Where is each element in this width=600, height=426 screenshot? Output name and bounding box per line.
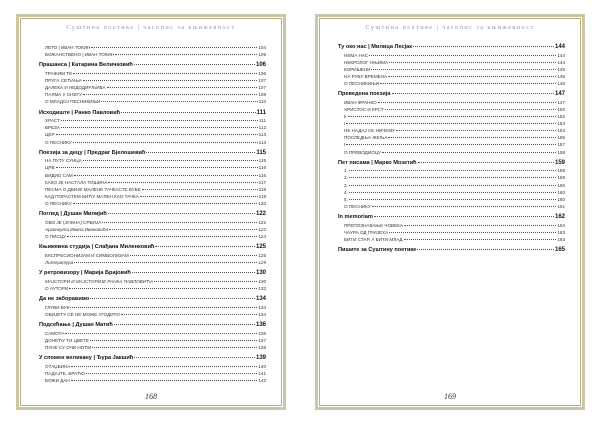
- entry-page-number: 144: [554, 44, 565, 50]
- entry-page-number: 158: [557, 149, 565, 155]
- entry-page-number: 108: [258, 92, 266, 98]
- entry-page-number: 133: [258, 285, 266, 291]
- dot-leader: [389, 232, 556, 233]
- entry-page-number: 124: [258, 234, 266, 239]
- entry-page-number: 104: [258, 45, 266, 50]
- toc-entry[interactable]: [39, 278, 266, 285]
- toc-entry[interactable]: [338, 182, 565, 189]
- left-page: [16, 14, 286, 410]
- toc-entry[interactable]: [338, 222, 565, 229]
- dot-leader: [67, 236, 257, 237]
- toc-entry[interactable]: [39, 131, 266, 138]
- dot-leader: [102, 222, 257, 223]
- entry-page-number: 160: [557, 189, 565, 195]
- entry-title: ДАЛЕКА И НЕДОДИРЉИВА: [45, 85, 106, 91]
- entry-title: Ту око нас | Милица Лесјак: [338, 44, 413, 50]
- entry-title: Аргонаути Ивана Ивановића: [45, 226, 109, 232]
- toc-entry[interactable]: [39, 70, 266, 77]
- toc-entry[interactable]: [39, 304, 266, 311]
- entry-title: Прашанса | Катарина Величковић: [39, 62, 133, 69]
- entry-page-number: 118: [258, 186, 266, 192]
- entry-page-number: 162: [557, 222, 565, 228]
- entry-title: I: [344, 121, 346, 127]
- entry-page-number: 140: [258, 363, 266, 369]
- entry-title: 5.: [344, 196, 348, 202]
- entry-page-number: 117: [258, 179, 266, 185]
- toc-entry[interactable]: [338, 174, 565, 181]
- toc-entry[interactable]: [338, 236, 565, 243]
- dot-leader: [140, 196, 258, 197]
- toc-entry[interactable]: [39, 91, 266, 98]
- running-header: Суштина поетике | часопис за књижевност: [365, 24, 535, 31]
- entry-page-number: 142: [258, 378, 266, 384]
- entry-title: НА РУБУ ВРЕМЕНА: [344, 73, 388, 79]
- toc-entry[interactable]: [39, 200, 266, 207]
- toc-section-heading[interactable]: [338, 44, 565, 52]
- entry-title: ОВО ЈЕ (ЈУЖНА) СРБИЈА: [45, 219, 102, 225]
- dot-leader: [130, 255, 258, 256]
- dot-leader: [389, 62, 556, 63]
- toc-entry[interactable]: [39, 84, 266, 91]
- dot-leader: [378, 102, 557, 103]
- entry-page-number: 163: [557, 229, 565, 235]
- entry-page-number: 134: [255, 296, 266, 303]
- dot-leader: [115, 54, 257, 55]
- dot-leader: [404, 239, 557, 240]
- toc-entry[interactable]: [39, 377, 266, 384]
- table-of-contents: [338, 44, 565, 255]
- toc-entry[interactable]: [338, 149, 565, 156]
- toc-entry[interactable]: [338, 167, 565, 174]
- dot-leader: [385, 109, 557, 110]
- entry-page-number: 111: [256, 109, 266, 116]
- entry-page-number: 134: [258, 311, 266, 317]
- toc-entry[interactable]: [39, 311, 266, 318]
- dot-leader: [418, 162, 554, 163]
- entry-title: О АУТОРИ: [45, 285, 69, 291]
- toc-section-heading[interactable]: [39, 296, 266, 304]
- dot-leader: [91, 47, 257, 48]
- entry-title: ПЕСМА О ДВИЈЕ МАЛЕНЕ ТАЧКАСТЕ БУБЕ: [45, 186, 141, 192]
- entry-title: БИТИ СТАР, А БИТИ МЛАД: [344, 236, 403, 242]
- toc-entry[interactable]: [39, 219, 266, 226]
- entry-title: САМОТА: [45, 330, 65, 336]
- table-of-contents: [39, 44, 266, 384]
- entry-title: ПАЛМА У СНЕГУ: [45, 92, 82, 98]
- entry-page-number: 110: [258, 99, 266, 105]
- toc-entry[interactable]: [338, 127, 565, 134]
- dot-leader: [83, 80, 258, 81]
- toc-entry[interactable]: [39, 164, 266, 171]
- dot-leader: [107, 87, 258, 88]
- toc-entry[interactable]: [39, 337, 266, 344]
- dot-leader: [61, 127, 258, 128]
- dot-leader: [101, 101, 257, 102]
- entry-page-number: 122: [255, 211, 266, 218]
- entry-title: О ПРЕВОДИОЦУ: [344, 149, 381, 155]
- dot-leader: [371, 69, 556, 70]
- entry-page-number: 130: [258, 278, 266, 284]
- toc-section-heading[interactable]: [338, 160, 565, 168]
- entry-page-number: 116: [258, 172, 266, 178]
- entry-page-number: 141: [258, 370, 266, 376]
- entry-title: ДОНЕЋУ ТИ ЦВЕТЕ: [45, 337, 89, 343]
- entry-title: 2.: [344, 175, 348, 181]
- dot-leader: [413, 46, 554, 47]
- dot-leader: [349, 192, 556, 193]
- entry-title: БОЖИ ДАН: [45, 378, 70, 384]
- entry-page-number: 115: [256, 149, 266, 156]
- entry-page-number: 129: [258, 259, 266, 265]
- dot-leader: [73, 203, 258, 204]
- entry-page-number: 113: [258, 132, 266, 138]
- toc-entry[interactable]: [39, 124, 266, 131]
- entry-title: ВИДИО САМ: [45, 172, 73, 178]
- dot-leader: [83, 160, 258, 161]
- dot-leader: [349, 185, 556, 186]
- entry-page-number: 164: [557, 236, 565, 242]
- dot-leader: [142, 189, 258, 190]
- toc-section-heading[interactable]: [39, 62, 266, 70]
- entry-title: О ПЕСНИКУ: [45, 139, 72, 145]
- toc-section-heading[interactable]: [338, 247, 565, 255]
- entry-page-number: 125: [255, 244, 266, 251]
- entry-page-number: 137: [258, 337, 266, 343]
- entry-title: ПУНЕ СУ ОЧИ НОЋИ: [45, 344, 92, 350]
- dot-leader: [132, 272, 255, 273]
- entry-title: О ПЕСНИКИЊИ: [344, 80, 380, 86]
- dot-leader: [83, 94, 257, 95]
- entry-page-number: 150: [557, 106, 565, 112]
- right-page: [315, 14, 585, 410]
- toc-entry[interactable]: [338, 66, 565, 73]
- entry-page-number: 106: [258, 70, 266, 76]
- toc-entry[interactable]: [338, 73, 565, 80]
- dot-leader: [134, 64, 255, 65]
- toc-entry[interactable]: [39, 344, 266, 351]
- dot-leader: [404, 225, 556, 226]
- dot-leader: [92, 347, 257, 348]
- dot-leader: [74, 262, 257, 263]
- entry-page-number: 157: [557, 142, 565, 148]
- entry-title: Пет писама | Марко Мозетић: [338, 159, 417, 166]
- dot-leader: [346, 123, 556, 124]
- toc-entry[interactable]: [39, 157, 266, 164]
- entry-title: О МЛАДОЈ ПЕСНИКИЊИ: [45, 99, 101, 105]
- entry-page-number: 125: [258, 252, 266, 258]
- entry-title: II: [344, 114, 347, 120]
- entry-title: О ПИСЦУ: [45, 234, 67, 239]
- dot-leader: [348, 116, 557, 117]
- entry-page-number: 159: [557, 175, 565, 181]
- dot-leader: [396, 130, 556, 131]
- entry-title: Поглед | Душан Милијић: [39, 211, 107, 218]
- entry-title: ЛЕТО | ИВАН ТОКИН: [45, 45, 91, 50]
- entry-page-number: 147: [554, 91, 565, 98]
- dot-leader: [417, 249, 554, 250]
- toc-entry[interactable]: [39, 117, 266, 124]
- toc-entry[interactable]: [39, 363, 266, 370]
- dot-leader: [388, 76, 556, 77]
- dot-leader: [65, 333, 257, 334]
- toc-entry[interactable]: [338, 134, 565, 141]
- entry-title: Поезија за децу | Предраг Бјелошевић: [39, 149, 146, 156]
- entry-title: Да не заборавимо: [39, 296, 90, 303]
- entry-page-number: 144: [557, 59, 565, 65]
- entry-title: 3.: [344, 182, 348, 188]
- dot-leader: [380, 83, 556, 84]
- toc-entry[interactable]: [39, 285, 266, 292]
- entry-title: ПОСЛЕДЊА ЖЕЉА: [344, 135, 388, 141]
- entry-page-number: 144: [557, 52, 565, 58]
- dot-leader: [121, 314, 258, 315]
- toc-entry[interactable]: [338, 203, 565, 210]
- dot-leader: [372, 206, 557, 207]
- entry-title: ОВИЈЕТУ СЕ НЕ МОЖЕ УГОДИТИ: [45, 311, 120, 317]
- entry-page-number: 154: [557, 128, 565, 134]
- dot-leader: [86, 373, 258, 374]
- dot-leader: [61, 120, 258, 121]
- toc-entry[interactable]: [39, 44, 266, 51]
- toc-section-heading[interactable]: [39, 322, 266, 330]
- dot-leader: [108, 213, 255, 214]
- entry-page-number: 122: [258, 219, 266, 225]
- entry-page-number: 146: [557, 80, 565, 86]
- entry-page-number: 112: [258, 125, 266, 131]
- toc-entry[interactable]: [39, 252, 266, 259]
- dot-leader: [374, 216, 554, 217]
- toc-entry[interactable]: [39, 51, 266, 58]
- entry-page-number: 165: [554, 247, 565, 254]
- dot-leader: [90, 340, 257, 341]
- dot-leader: [121, 112, 256, 113]
- dot-leader: [388, 137, 556, 138]
- dot-leader: [69, 288, 257, 289]
- toc-entry[interactable]: [39, 226, 266, 233]
- dot-leader: [71, 380, 258, 381]
- entry-page-number: 119: [258, 193, 266, 199]
- toc-entry[interactable]: [39, 77, 266, 84]
- entry-page-number: 138: [258, 344, 266, 350]
- toc-entry[interactable]: [39, 179, 266, 186]
- dot-leader: [146, 152, 255, 153]
- toc-section-heading[interactable]: [39, 211, 266, 219]
- entry-page-number: 116: [258, 165, 266, 171]
- entry-title: ПРУГА СЕЋАЊА: [45, 78, 82, 84]
- dot-leader: [73, 142, 258, 143]
- dot-leader: [74, 175, 258, 176]
- entry-title: ОТАЏБИНА: [45, 363, 71, 369]
- toc-section-heading[interactable]: [39, 110, 266, 118]
- toc-entry[interactable]: [338, 80, 565, 87]
- entry-title: Подсећање | Душан Матић: [39, 322, 113, 329]
- entry-title: О ПЕСНИКУ: [45, 200, 72, 206]
- entry-title: Литература: [45, 259, 74, 265]
- entry-page-number: 106: [255, 62, 266, 69]
- entry-title: КАД ПОРАСТЕМ БИЋУ МАЛЕН КАО ТАЧКА: [45, 193, 139, 199]
- entry-page-number: 159: [557, 168, 565, 174]
- entry-title: Исходиште | Ранко Павловић: [39, 109, 121, 116]
- toc-entry[interactable]: [39, 98, 266, 105]
- toc-entry[interactable]: [338, 59, 565, 66]
- toc-entry[interactable]: [338, 120, 565, 127]
- entry-title: КАКО ЈЕ НАСТАЛА ТИШИНА: [45, 179, 108, 185]
- toc-entry[interactable]: [39, 259, 266, 266]
- dot-leader: [349, 177, 556, 178]
- entry-page-number: 134: [258, 304, 266, 310]
- page-number: 168: [145, 392, 157, 401]
- dot-leader: [56, 134, 258, 135]
- entry-page-number: 159: [554, 159, 565, 166]
- toc-entry[interactable]: [338, 106, 565, 113]
- toc-entry[interactable]: [39, 172, 266, 179]
- entry-page-number: 107: [258, 78, 266, 84]
- entry-title: I: [344, 142, 346, 148]
- entry-page-number: 113: [258, 139, 266, 145]
- dot-leader: [73, 73, 257, 74]
- toc-entry[interactable]: [39, 370, 266, 377]
- entry-title: ПАДАЈТЕ, БРАЋО: [45, 370, 85, 376]
- dot-leader: [70, 307, 257, 308]
- dot-leader: [382, 152, 556, 153]
- entry-title: МАЈСТОРИ И МАЈСТОРИЈЕ РАНКА ПАВЛОВИЋА: [45, 278, 153, 284]
- entry-page-number: 160: [557, 196, 565, 202]
- entry-title: ЦРВ: [45, 165, 55, 171]
- toc-section-heading[interactable]: [39, 270, 266, 278]
- entry-title: Преведена поезија: [338, 91, 391, 98]
- entry-title: ГЛУВИ ВУК: [45, 304, 70, 310]
- entry-page-number: 120: [258, 200, 266, 206]
- entry-title: ЧАУРА ОД ГРИЈЕХА: [344, 229, 389, 235]
- page-number: 169: [444, 392, 456, 401]
- entry-page-number: 152: [557, 114, 565, 120]
- running-header: Суштина поетике | часопис за књижевност: [66, 24, 236, 31]
- entry-title: БРЕЗА: [45, 125, 60, 131]
- entry-title: In memoriam: [338, 214, 373, 221]
- toc-entry[interactable]: [338, 52, 565, 59]
- toc-entry[interactable]: [338, 99, 565, 106]
- entry-title: БОЖАНСТВЕНО | ИВАН ТОКИН: [45, 52, 115, 58]
- entry-page-number: 153: [557, 121, 565, 127]
- entry-title: 4.: [344, 189, 348, 195]
- dot-leader: [346, 144, 556, 145]
- entry-page-number: 136: [258, 330, 266, 336]
- entry-title: ПРЕПОЗНАВАЊЕ ЧОВЕКА: [344, 222, 403, 228]
- entry-title: ИВАН ФРАНКО: [344, 99, 377, 105]
- dot-leader: [392, 93, 554, 94]
- toc-entry[interactable]: [39, 193, 266, 200]
- dot-leader: [369, 55, 556, 56]
- entry-title: ХРИСТОС И КРСТ: [344, 106, 384, 112]
- dot-leader: [108, 182, 257, 183]
- toc-entry[interactable]: [39, 233, 266, 240]
- entry-title: КОРИШЕНИ: [344, 66, 371, 72]
- toc-section-heading[interactable]: [338, 91, 565, 99]
- dot-leader: [134, 357, 255, 358]
- toc-entry[interactable]: [338, 196, 565, 203]
- entry-page-number: 147: [557, 99, 565, 105]
- toc-entry[interactable]: [338, 229, 565, 236]
- dot-leader: [56, 167, 258, 168]
- entry-page-number: 145: [557, 66, 565, 72]
- toc-section-heading[interactable]: [39, 150, 266, 158]
- entry-page-number: 160: [557, 182, 565, 188]
- dot-leader: [90, 298, 255, 299]
- entry-page-number: 145: [557, 73, 565, 79]
- dot-leader: [114, 324, 255, 325]
- entry-page-number: 162: [554, 214, 565, 221]
- entry-page-number: 122: [258, 226, 266, 232]
- entry-title: ЕКСПРЕСИОНИЗАМ И СИМБОЛИЗАМ: [45, 252, 129, 258]
- entry-page-number: 139: [255, 355, 266, 362]
- dot-leader: [155, 246, 255, 247]
- entry-page-number: 115: [258, 158, 266, 164]
- entry-title: ХРАСТ: [45, 118, 60, 124]
- entry-title: НЕМА НАС: [344, 52, 369, 58]
- dot-leader: [154, 281, 257, 282]
- entry-title: Пишите за Суштину поетике: [338, 247, 417, 254]
- entry-page-number: 155: [557, 135, 565, 141]
- entry-title: У ретровизору | Марија Брајовић: [39, 270, 131, 277]
- toc-section-heading[interactable]: [338, 214, 565, 222]
- entry-page-number: 161: [557, 203, 565, 209]
- entry-page-number: 111: [259, 118, 266, 124]
- entry-title: О ПЕСНИКУ: [344, 203, 371, 209]
- toc-section-heading[interactable]: [39, 355, 266, 363]
- toc-entry[interactable]: [338, 113, 565, 120]
- toc-entry[interactable]: [39, 186, 266, 193]
- entry-title: Књижевна студија | Слађана Миленковић: [39, 244, 155, 251]
- toc-entry[interactable]: [338, 141, 565, 148]
- dot-leader: [349, 199, 556, 200]
- entry-title: ЦЕР: [45, 132, 55, 138]
- dot-leader: [349, 170, 556, 171]
- entry-title: НЕКРОЛОГ НЊИМА: [344, 59, 389, 65]
- entry-title: У спомен великану | Ђура Јакшић: [39, 355, 134, 362]
- entry-page-number: 105: [258, 52, 266, 58]
- entry-page-number: 130: [255, 270, 266, 277]
- entry-title: НЕ НАДАЈ СЕ НИЧЕМУ: [344, 128, 396, 134]
- toc-section-heading[interactable]: [39, 244, 266, 252]
- dot-leader: [71, 366, 257, 367]
- entry-page-number: 107: [258, 85, 266, 91]
- toc-entry[interactable]: [39, 139, 266, 146]
- toc-entry[interactable]: [338, 189, 565, 196]
- entry-page-number: 136: [255, 322, 266, 329]
- entry-title: 1.: [344, 168, 348, 174]
- entry-title: НА ПУТУ СУНЦА: [45, 158, 82, 164]
- toc-entry[interactable]: [39, 330, 266, 337]
- entry-title: ТРАЖИМ ТЕ: [45, 70, 73, 76]
- dot-leader: [109, 229, 257, 230]
